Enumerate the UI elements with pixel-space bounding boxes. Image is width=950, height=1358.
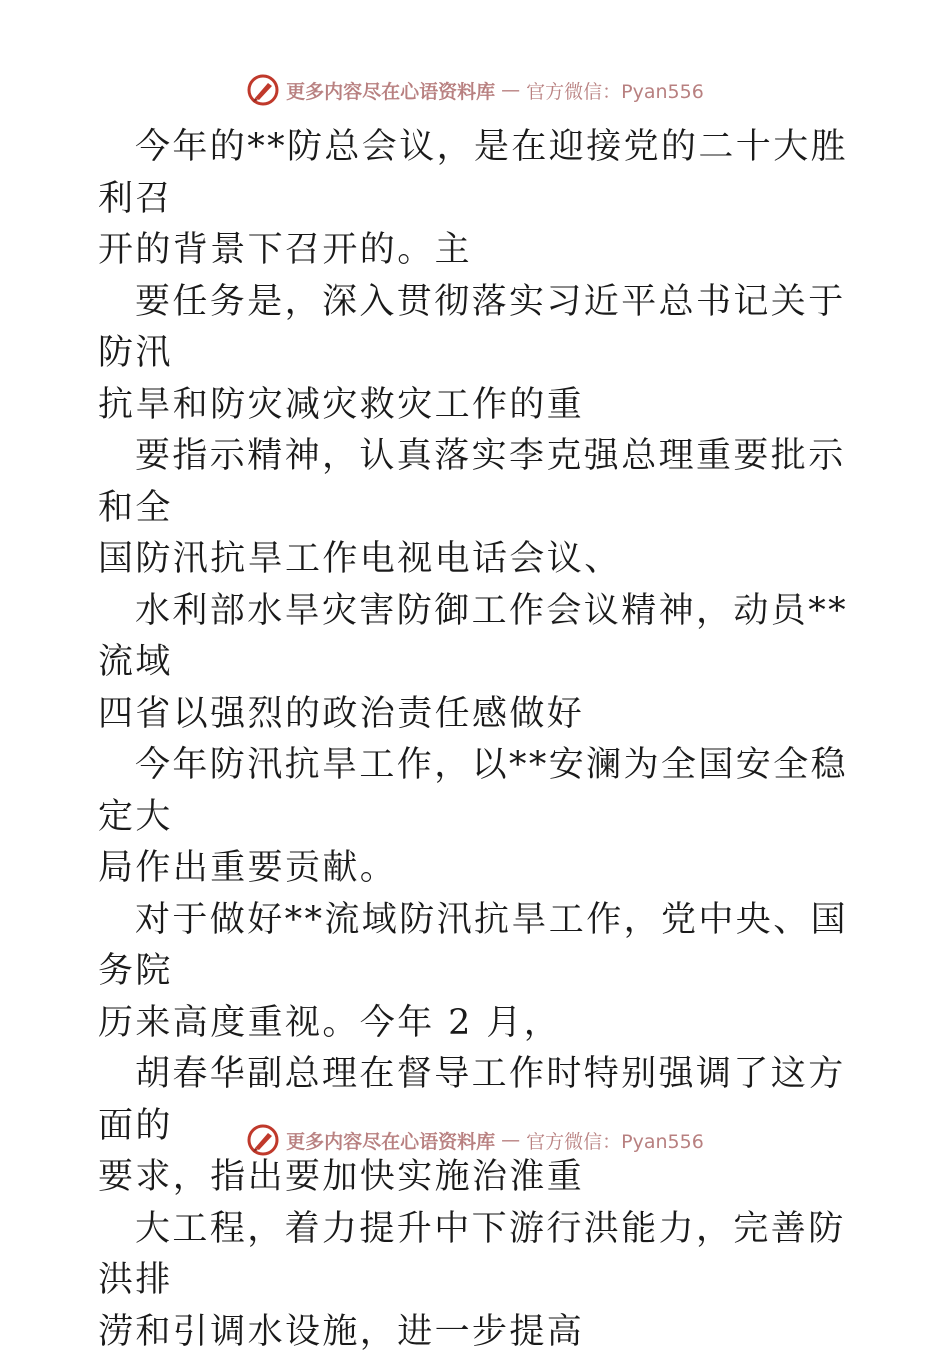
pen-logo-icon [246,73,280,107]
paragraph [98,277,858,432]
paragraph [98,431,858,586]
paragraph [98,895,858,1050]
paragraph-line: 四省以强烈的政治责任感做好 [98,689,858,741]
paragraph-line: 要求，指出要加快实施治淮重 [98,1152,858,1204]
paragraph [98,586,858,741]
paragraph-line: 要任务是，深入贯彻落实习近平总书记关于防汛 [98,282,846,374]
watermark-separator: — [501,79,520,101]
watermark-contact-text: 官方微信：Pyan556 [526,1127,704,1154]
watermark-site-text: 更多内容尽在心语资料库 [286,1127,495,1154]
paragraph-line: 涝和引调水设施，进一步提高 [98,1307,858,1358]
page-footer-watermark [0,1120,950,1160]
document-body [98,122,858,1358]
watermark-site-text: 更多内容尽在心语资料库 [286,77,495,104]
paragraph-line: 大工程，着力提升中下游行洪能力，完善防洪排 [98,1209,846,1301]
paragraph-line: 对于做好**流域防汛抗旱工作，党中央、国务院 [98,900,848,992]
watermark-separator: — [501,1129,520,1151]
paragraph-line: 要指示精神，认真落实李克强总理重要批示和全 [98,436,846,528]
paragraph-line: 历来高度重视。今年 2 月， [98,998,858,1050]
paragraph-line: 水利部水旱灾害防御工作会议精神，动员**流域 [98,591,848,683]
paragraph-line: 今年防汛抗旱工作，以**安澜为全国安全稳定大 [98,745,848,837]
paragraph-line: 胡春华副总理在督导工作时特别强调了这方面的 [98,1054,846,1146]
paragraph-line: 今年的**防总会议，是在迎接党的二十大胜利召 [98,127,848,219]
paragraph [98,740,858,895]
paragraph-line: 开的背景下召开的。主 [98,225,858,277]
paragraph-line: 局作出重要贡献。 [98,843,858,895]
page-header-watermark [0,70,950,110]
paragraph [98,1204,858,1358]
paragraph [98,122,858,277]
watermark-contact-text: 官方微信：Pyan556 [526,77,704,104]
watermark-banner [246,1123,704,1157]
watermark-banner [246,73,704,107]
paragraph-line: 国防汛抗旱工作电视电话会议、 [98,534,858,586]
pen-logo-icon [246,1123,280,1157]
paragraph-line: 抗旱和防灾减灾救灾工作的重 [98,380,858,432]
